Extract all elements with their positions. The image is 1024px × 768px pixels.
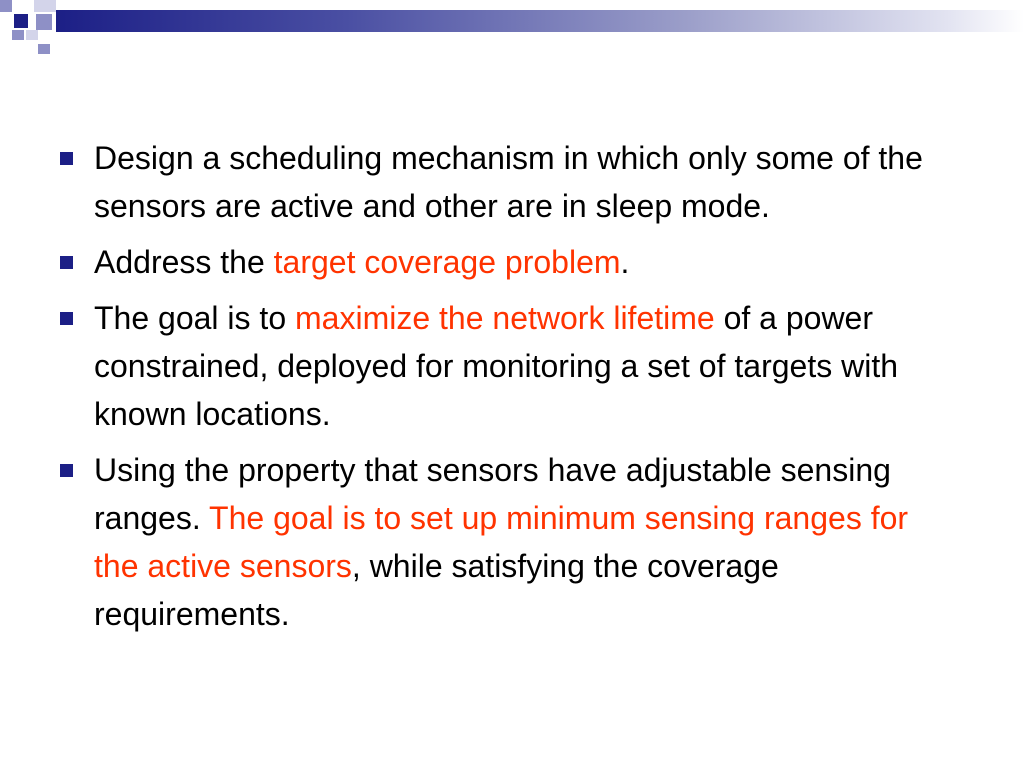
square-bullet-icon bbox=[60, 152, 73, 165]
square-bullet-icon bbox=[60, 256, 73, 269]
header-gradient-bar bbox=[56, 10, 1024, 32]
bullet-text: Using the property that sensors have adjustable sensing ranges. bbox=[94, 452, 891, 536]
square-bullet-icon bbox=[60, 312, 73, 325]
decor-square bbox=[36, 14, 52, 30]
decor-square bbox=[38, 44, 50, 54]
slide-body bbox=[56, 134, 956, 646]
decor-square bbox=[26, 30, 38, 40]
bullet-text: . bbox=[620, 244, 630, 280]
square-bullet-icon bbox=[60, 464, 73, 477]
decor-square bbox=[34, 0, 56, 12]
bullet-text: of a power constrained, deployed for monitoring a set of targets with known locations. bbox=[94, 300, 898, 432]
highlighted-text: The goal is to set up minimum sensing ranges for the active sensors bbox=[94, 500, 909, 584]
bullet-list bbox=[56, 134, 956, 638]
bullet-text: , while satisfying the coverage requirements. bbox=[94, 548, 779, 632]
bullet-item bbox=[56, 134, 956, 230]
highlighted-text: maximize the network lifetime bbox=[295, 300, 715, 336]
bullet-item bbox=[56, 446, 956, 638]
bullet-text: Design a scheduling mechanism in which only some of the sensors are active and other are in sleep mode. bbox=[94, 140, 923, 224]
decor-square bbox=[0, 0, 12, 12]
decor-square bbox=[14, 14, 28, 28]
bullet-item bbox=[56, 238, 956, 286]
bullet-text: Address the bbox=[94, 244, 274, 280]
decor-square bbox=[12, 30, 24, 40]
highlighted-text: target coverage problem bbox=[273, 244, 621, 280]
bullet-item bbox=[56, 294, 956, 438]
bullet-text: The goal is to bbox=[94, 300, 295, 336]
